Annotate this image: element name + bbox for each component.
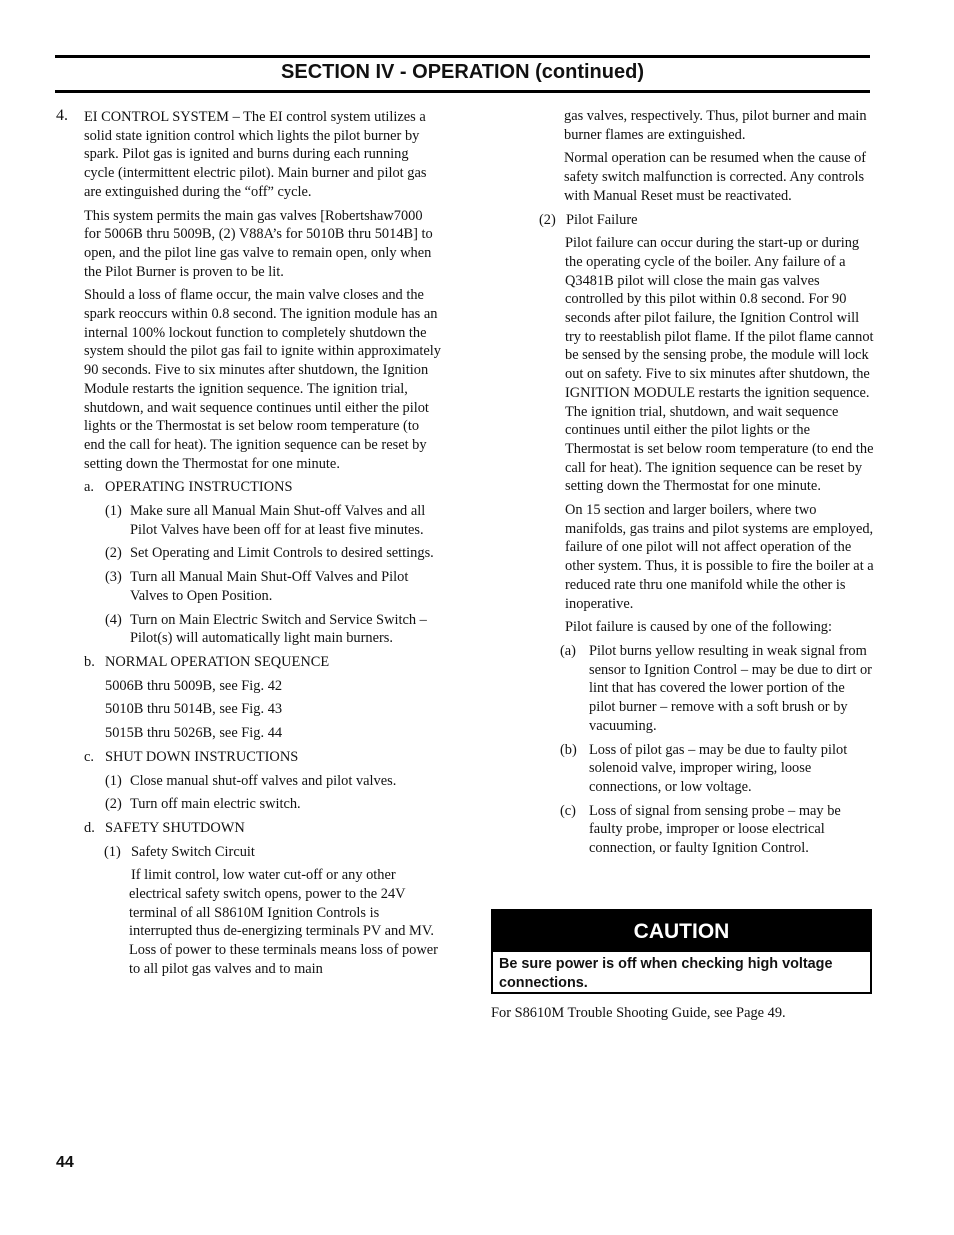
continued-paragraph: gas valves, respectively. Thus, pilot burner and main burner flames are extinguished. xyxy=(564,108,867,143)
list-item-text: Loss of pilot gas – may be due to faulty pilot solenoid valve, improper wiring, loose connections, or low voltage. xyxy=(589,741,848,795)
troubleshooting-reference: For S8610M Trouble Shooting Guide, see Page 49. xyxy=(491,1005,786,1021)
item-4-paragraph xyxy=(56,108,441,202)
list-item xyxy=(491,802,874,858)
figure-reference: 5015B thru 5026B, see Fig. 44 xyxy=(105,725,283,742)
larger-boilers-paragraph: On 15 section and larger boilers, where two manifolds, gas trains and pilot systems are employed, failure of one pilot will not affect operation of the other system. Thus, it is possible to fire the boiler at a reduced rate thru one manifold while the other is inoperative. xyxy=(565,502,874,612)
section-b-title: NORMAL OPERATION SEQUENCE xyxy=(105,653,330,670)
list-item xyxy=(56,772,441,791)
list-item xyxy=(56,544,441,563)
list-item-text: Make sure all Manual Main Shut-off Valves and all Pilot Valves have been off for at least five minutes. xyxy=(130,503,426,538)
ei-control-system-text: EI CONTROL SYSTEM – The EI control system utilizes a solid state ignition control which lights the pilot burner by spark. Pilot gas is ignited and burns during each running cycle (intermittent electric pilot). Main burner and pilot gas are extinguished during the “off” cycle. xyxy=(84,109,427,200)
list-item-number: (1) xyxy=(105,772,122,789)
list-item xyxy=(56,568,441,605)
left-column xyxy=(56,108,441,979)
section-c-heading xyxy=(56,748,441,767)
caution-box xyxy=(491,909,872,994)
subsection-d1-heading xyxy=(56,843,441,862)
caution-title: CAUTION xyxy=(493,911,870,952)
figure-reference: 5010B thru 5014B, see Fig. 43 xyxy=(105,701,283,718)
list-item-number: (1) xyxy=(105,503,122,520)
list-item-text: Close manual shut-off valves and pilot valves. xyxy=(130,772,397,789)
section-a-title: OPERATING INSTRUCTIONS xyxy=(105,479,293,496)
section-a-heading xyxy=(56,478,441,497)
list-item-number: (c) xyxy=(560,802,576,819)
subsection-d1-title: Safety Switch Circuit xyxy=(131,843,255,860)
list-item-number: (3) xyxy=(105,569,122,586)
section-title: SECTION IV - OPERATION (continued) xyxy=(281,61,644,83)
page-number: 44 xyxy=(56,1154,74,1171)
subsection-d2-title: Pilot Failure xyxy=(566,211,638,228)
causes-intro: Pilot failure is caused by one of the following: xyxy=(565,619,832,636)
subsection-d1-label: (1) xyxy=(104,843,121,860)
right-column xyxy=(491,108,874,858)
section-b-label: b. xyxy=(84,653,95,670)
resume-paragraph: Normal operation can be resumed when the cause of safety switch malfunction is corrected. Any controls with Manual Reset must be reactivated. xyxy=(564,150,867,204)
title-underline xyxy=(55,90,870,93)
list-item-text: Turn on Main Electric Switch and Service Switch – Pilot(s) will automatically light main burners. xyxy=(130,611,427,647)
list-item xyxy=(491,642,874,736)
pilot-failure-paragraph: Pilot failure can occur during the start-up or during the operating cycle of the boiler. Any failure of a Q3481B pilot will close the main gas valves controlled by this pilot within 0.8 second. For 90 seconds after pilot failure, the Ignition Control will try to reestablish pilot flame. If the pilot flame cannot be sensed by the sensing probe, the module will lock out on safety. Five to six minutes after shutdown, the IGNITION MODULE restarts the ignition sequence. The ignition trial, shutdown, and wait sequence continues until either the pilot lights or the Thermostat is set below room temperature (to end the call for heat). The ignition sequence can be reset by setting down the Thermostat for one minute. xyxy=(565,235,874,495)
list-item xyxy=(56,795,441,814)
section-b-heading xyxy=(56,653,441,672)
safety-switch-paragraph: If limit control, low water cut-off or any other electrical safety switch opens, power to the 24V terminal of all S8610M Ignition Controls is interrupted thus de-energizing terminals PV and MV. Loss of power to these terminals means loss of power to all pilot gas valves and to main xyxy=(129,867,438,977)
list-item-text: Set Operating and Limit Controls to desired settings. xyxy=(130,545,434,562)
section-a-label: a. xyxy=(84,479,94,496)
list-item-number: (2) xyxy=(105,545,122,562)
subsection-d2-label: (2) xyxy=(539,211,556,228)
list-item-text: Pilot burns yellow resulting in weak signal from sensor to Ignition Control – may be due to dirt or lint that has covered the lower portion of the pilot burner – remove with a soft brush or by vacuuming. xyxy=(589,642,872,734)
section-d-label: d. xyxy=(84,819,95,836)
subsection-d2-heading xyxy=(491,211,874,230)
list-item xyxy=(56,611,441,648)
section-d-heading xyxy=(56,819,441,838)
list-item-number: (2) xyxy=(105,796,122,813)
list-item-number: (4) xyxy=(105,611,122,628)
section-c-title: SHUT DOWN INSTRUCTIONS xyxy=(105,748,299,765)
top-rule xyxy=(55,55,870,58)
item-number: 4. xyxy=(56,107,68,124)
list-item-number: (b) xyxy=(560,741,577,758)
section-c-label: c. xyxy=(84,748,94,765)
list-item-number: (a) xyxy=(560,642,576,659)
caution-text: Be sure power is off when checking high voltage connections. xyxy=(499,956,833,991)
list-item-text: Turn off main electric switch. xyxy=(130,796,301,813)
list-item-text: Loss of signal from sensing probe – may be faulty probe, improper or loose electrical connection, or faulty Ignition Control. xyxy=(589,802,841,857)
section-d-title: SAFETY SHUTDOWN xyxy=(105,819,245,836)
list-item xyxy=(491,741,874,797)
list-item xyxy=(56,502,441,539)
figure-reference: 5006B thru 5009B, see Fig. 42 xyxy=(105,677,283,694)
list-item-text: Turn all Manual Main Shut-Off Valves and Pilot Valves to Open Position. xyxy=(130,569,409,604)
flame-loss-paragraph: Should a loss of flame occur, the main valve closes and the spark reoccurs within 0.8 second. The ignition module has an internal 100% lockout function to completely shutdown the system should the pilot gas fail to ignite within approximately 90 seconds. Five to six minutes after shutdown, the Ignition Module restarts the ignition sequence. The ignition trial, shutdown, and wait sequence continues until either the pilot lights or the Thermostat is set below room temperature (to end the call for heat). The ignition sequence can be reset by setting down the Thermostat for one minute. xyxy=(84,287,441,472)
valves-paragraph: This system permits the main gas valves [Robertshaw7000 for 5006B thru 5009B, (2) V88A’s for 5010B thru 5014B] to open, and the pilot line gas valve to remain open, only when the Pilot Burner is proven to be lit. xyxy=(84,207,433,280)
